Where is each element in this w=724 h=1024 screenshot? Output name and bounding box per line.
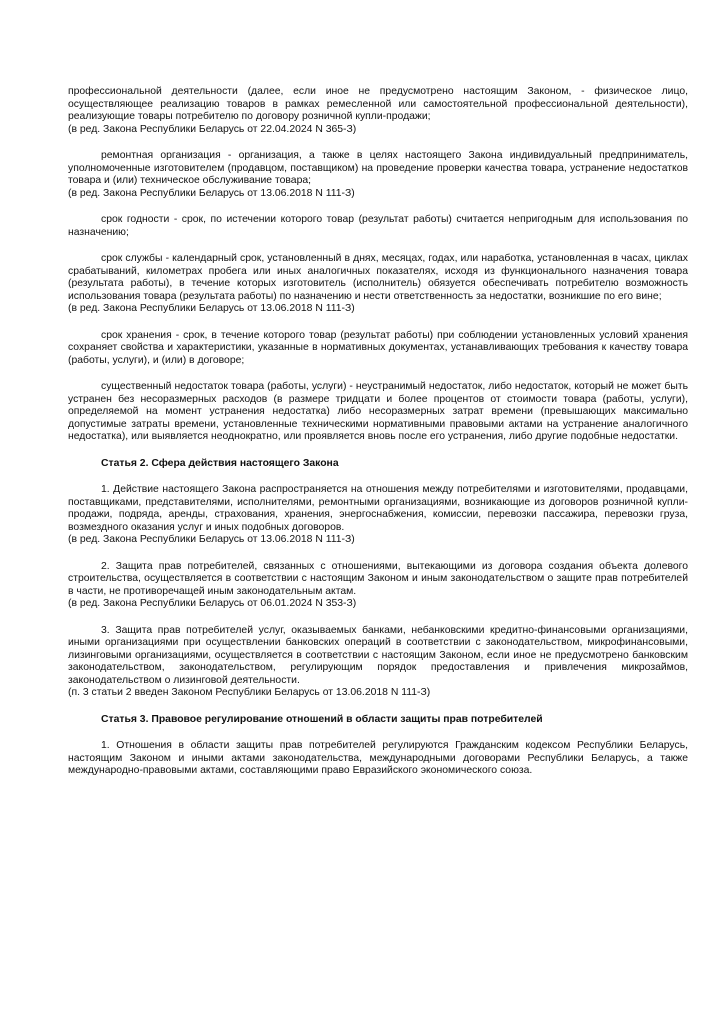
article-2-item-2: [68, 561, 688, 611]
edition-note: (в ред. Закона Республики Беларусь от 13.06.2018 N 111-З): [68, 534, 355, 545]
article-2-heading: Статья 2. Сфера действия настоящего Закона: [101, 457, 339, 469]
paragraph-professional-activity: профессиональной деятельности (далее, если иное не предусмотрено настоящим Законом, - физическое лицо, осуществляющее реализацию товаров в рамках ремесленной или самостоятельной профессиональной деятельности), реализующие товары потребителю по договору розничной купли-продажи;: [68, 86, 688, 122]
paragraph-shelf-life: срок годности - срок, по истечении которого товар (результат работы) считается непригодным для использования по назначению;: [68, 214, 688, 238]
paragraph-repair-organization: ремонтная организация - организация, а также в целях настоящего Закона индивидуальный предприниматель, уполномоченные изготовителем (продавцом, поставщиком) на проведение проверки качества товара, устранение недостатков товара и (или) техническое обслуживание товара;: [68, 150, 688, 186]
definition-block-professional: [68, 86, 688, 136]
definition-block-service-life: [68, 253, 688, 316]
article-3-paragraph-1: 1. Отношения в области защиты прав потребителей регулируются Гражданским кодексом Республики Беларусь, настоящим Законом и иными актами законодательства, международными договорами Республики Беларусь, а также международно-правовыми актами, составляющими право Евразийского экономического союза.: [68, 740, 688, 776]
article-2-paragraph-3: 3. Защита прав потребителей услуг, оказываемых банками, небанковскими кредитно-финансовыми организациями, иными организациями при осуществлении банковских операций в соответствии с законодательством, микрофинансовыми, лизинговыми организациями, осуществляется в соответствии с настоящим Законом, если иное не предусмотрено банковским законодательством, законодательством, регулирующим порядок предоставления и привлечения микрозаймов, законодательством о лизинговой деятельности.: [68, 624, 688, 686]
article-3-heading: Статья 3. Правовое регулирование отношений в области защиты прав потребителей: [101, 713, 543, 725]
article-2-paragraph-2: 2. Защита прав потребителей, связанных с отношениями, вытекающими из договора создания объекта долевого строительства, осуществляется в соответствии с настоящим Законом и иным законодательством о защите прав потребителей в части, не противоречащей иным законодательным актам.: [68, 560, 688, 597]
edition-note: (в ред. Закона Республики Беларусь от 06.01.2024 N 353-З): [68, 598, 357, 609]
paragraph-essential-defect: существенный недостаток товара (работы, услуги) - неустранимый недостаток, либо недостаток, который не может быть устранен без несоразмерных расходов (в размере тридцати и более процентов от стоимости товара (работы, услуги), определяемой на момент устранения недостатка) либо несоразмерных затрат времени (превышающих максимально допустимые затраты времени, установленные техническими нормативными правовыми актами на устранение аналогичного недостатка), или выявляется неоднократно, или проявляется вновь после его устранения, либо другие подобные недостатки.: [68, 381, 688, 442]
article-2-item-1: [68, 484, 688, 547]
paragraph-service-life: срок службы - календарный срок, установленный в днях, месяцах, годах, или наработка, установленная в часах, циклах срабатываний, километрах пробега или иных аналогичных показателях, исходя из функционального назначения товара (результата работы), в течение которых изготовитель (исполнитель) обязуется обеспечивать потребителю возможность использования товара (результата работы) по назначению и нести ответственность за недостатки, возникшие по его вине;: [68, 253, 688, 302]
article-2-paragraph-1: 1. Действие настоящего Закона распространяется на отношения между потребителями и изготовителями, продавцами, поставщиками, представителями, исполнителями, ремонтными организациями, возникающие из договоров розничной купли-продажи, подряда, аренды, страхования, хранения, энергоснабжения, комиссии, перевозки пассажира, перевозки груза, возмездного оказания услуг и иных подобных договоров.: [68, 484, 688, 533]
edition-note: (в ред. Закона Республики Беларусь от 22.04.2024 N 365-З): [68, 123, 357, 135]
document-page: [68, 86, 688, 790]
definition-block-repair-org: [68, 150, 688, 200]
paragraph-storage-period: срок хранения - срок, в течение которого товар (результат работы) при соблюдении установленных условий хранения сохраняет свойства и характеристики, указанные в нормативных документах, устанавливающих требования к качеству товара (работы, услуги), и (или) в договоре;: [68, 329, 688, 366]
edition-note: (в ред. Закона Республики Беларусь от 13.06.2018 N 111-З): [68, 187, 355, 199]
edition-note: (в ред. Закона Республики Беларусь от 13.06.2018 N 111-З): [68, 303, 355, 314]
article-2-item-3: [68, 625, 688, 700]
edition-note: (п. 3 статьи 2 введен Законом Республики Беларусь от 13.06.2018 N 111-З): [68, 687, 431, 698]
